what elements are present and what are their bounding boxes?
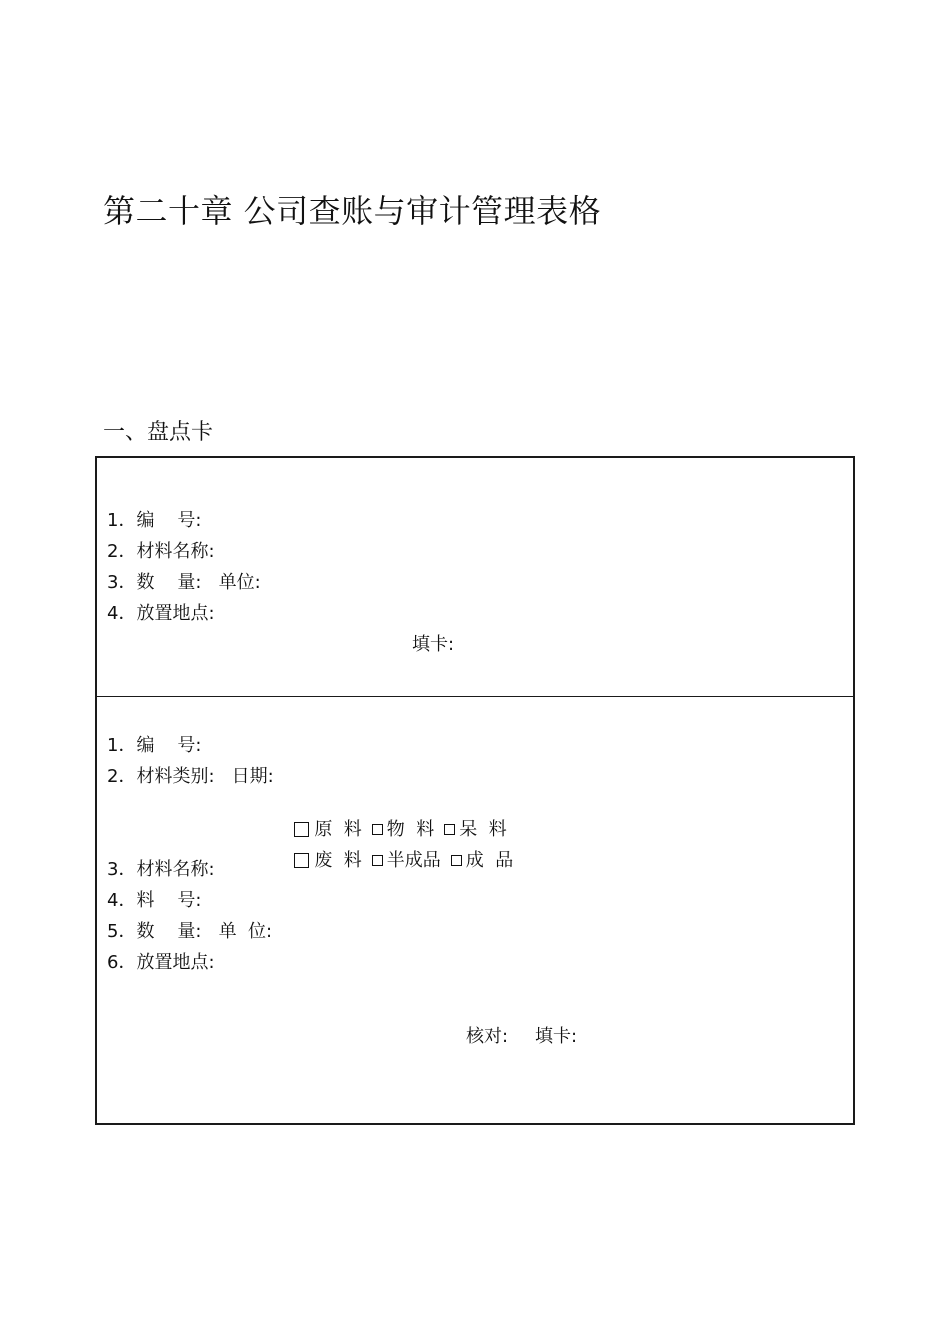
- card1-field-quantity-unit: 3．数 量: 单位:: [107, 572, 261, 593]
- category-raw-material-label: 原 料: [314, 819, 362, 840]
- checkbox-semi-finished[interactable]: [372, 855, 383, 866]
- checkbox-scrap[interactable]: [294, 853, 309, 868]
- card1-fill-label: 填卡:: [412, 634, 455, 655]
- card2-field-category-date: 2．材料类别: 日期:: [107, 766, 274, 787]
- inventory-card-table: [95, 456, 855, 1125]
- card1-field-number: 1．编 号:: [107, 510, 202, 531]
- card2-fill-label: 填卡:: [535, 1026, 578, 1047]
- card2-field-location: 6．放置地点:: [107, 952, 215, 973]
- category-supplies-label: 物 料: [386, 819, 435, 840]
- card2-field-part-number: 4．料 号:: [107, 890, 202, 911]
- category-scrap-label: 废 料: [314, 850, 362, 871]
- category-idle-material-label: 呆 料: [459, 819, 507, 840]
- card1-field-location: 4．放置地点:: [107, 603, 215, 624]
- card2-field-number: 1．编 号:: [107, 735, 202, 756]
- category-semi-finished-label: 半成品: [386, 850, 441, 871]
- card-divider: [97, 696, 853, 697]
- section-heading: 一、盘点卡: [103, 420, 214, 445]
- page-title: 第二十章 公司查账与审计管理表格: [103, 192, 602, 230]
- card1-field-material-name: 2．材料名称:: [107, 541, 215, 562]
- category-finished-product-label: 成 品: [465, 850, 514, 871]
- card2-check-label: 核对:: [466, 1026, 509, 1047]
- card2-field-quantity-unit: 5．数 量: 单 位:: [107, 921, 273, 942]
- card2-field-material-name: 3．材料名称:: [107, 859, 215, 880]
- card2-category-row-2: [260, 828, 513, 894]
- checkbox-finished-product[interactable]: [451, 855, 462, 866]
